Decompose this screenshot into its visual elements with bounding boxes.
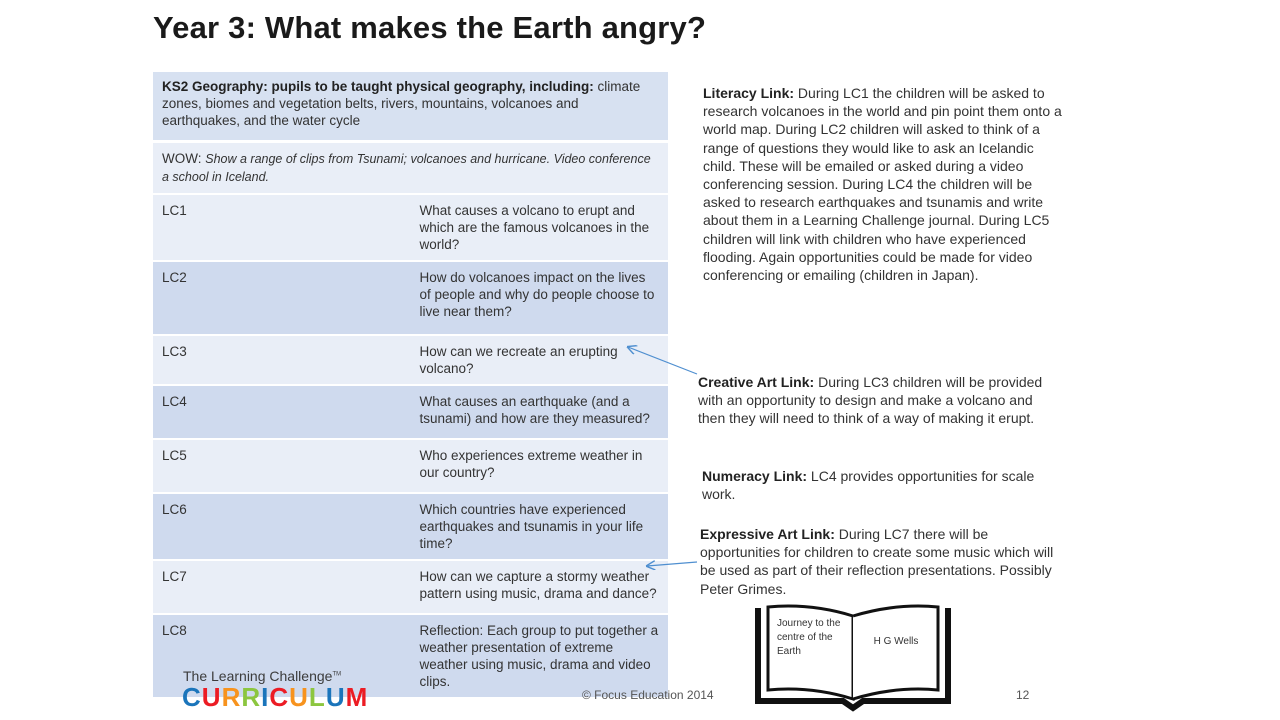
book-left-page-text: Journey to the centre of the Earth <box>777 618 841 657</box>
copyright-text: © Focus Education 2014 <box>582 688 714 702</box>
logo-letter: U <box>289 682 309 712</box>
lc-question: What causes a volcano to erupt and which are the famous volcanoes in the world? <box>411 194 669 261</box>
numeracy-link-text: LC4 provides opportunities for scale work. <box>702 468 1035 503</box>
lc-question: How do volcanoes impact on the lives of people and why do people choose to live near them? <box>411 261 669 335</box>
expressive-art-link-text: During LC7 there will be opportunities for children to create some music which will be used as part of their reflection presentations. Possibly Peter Grimes. <box>700 526 1054 597</box>
lc-code: LC1 <box>153 194 411 261</box>
curriculum-logo <box>182 682 368 712</box>
logo-letter: U <box>325 682 346 712</box>
numeracy-link-label: Numeracy Link: <box>702 468 808 484</box>
logo-letter: U <box>201 682 222 712</box>
logo-letter: C <box>269 682 290 712</box>
logo-letter: L <box>308 682 326 712</box>
lc-question: Which countries have experienced earthquakes and tsunamis in your life time? <box>411 493 669 560</box>
lc-question: How can we recreate an erupting volcano? <box>411 335 669 385</box>
logo-letter: R <box>221 682 242 712</box>
lc-question: What causes an earthquake (and a tsunami) and how are they measured? <box>411 385 669 439</box>
creative-arrow-line <box>628 347 697 374</box>
wow-label: WOW: <box>162 151 206 166</box>
creative-art-link-label: Creative Art Link: <box>698 374 815 390</box>
lc-code: LC3 <box>153 335 411 385</box>
logo-tm: TM <box>332 671 342 678</box>
literacy-link-label: Literacy Link: <box>703 85 795 101</box>
lc-question: Who experiences extreme weather in our country? <box>411 439 669 493</box>
logo-letter: M <box>345 682 369 712</box>
lc-question: Reflection: Each group to put together a weather presentation of extreme weather using music, drama and video clips. <box>411 614 669 698</box>
lc-code: LC7 <box>153 560 411 614</box>
creative-art-link-text: During LC3 children will be provided with an opportunity to design and make a volcano and then they will need to think of a way of making it erupt. <box>698 374 1043 427</box>
book-right-page-text: H G Wells <box>873 636 919 647</box>
expressive-arrow-line <box>647 562 697 566</box>
ks2-bold-text: KS2 Geography: pupils to be taught physical geography, including: <box>162 79 594 94</box>
lc-question: How can we capture a stormy weather pattern using music, drama and dance? <box>411 560 669 614</box>
literacy-link-text: During LC1 the children will be asked to research volcanoes in the world and pin point them onto a world map. During LC2 children will asked to think of a range of questions they would like to ask an Icelandic child. These will be emailed or asked during a video conferencing session. During LC4 the children will be asked to research earthquakes and tsunamis and write about them in a Learning Challenge journal. During LC5 children will link with children who have experienced flooding. Again opportunities could be made for video conferencing or emailing (children in Japan). <box>703 85 1062 284</box>
lc-code: LC5 <box>153 439 411 493</box>
page-title: Year 3: What makes the Earth angry? <box>153 10 707 45</box>
expressive-art-link-label: Expressive Art Link: <box>700 526 835 542</box>
wow-text: Show a range of clips from Tsunami; volcanoes and hurricane. Video conference a school in Iceland. <box>162 152 651 184</box>
ks2-body-text: climate zones, biomes and vegetation belts, rivers, mountains, volcanoes and earthquakes, and the water cycle <box>162 79 641 128</box>
logo-letter: C <box>182 682 202 712</box>
logo-letter: I <box>261 682 270 712</box>
logo-letter: R <box>241 682 262 712</box>
page-number: 12 <box>1016 688 1030 702</box>
logo-top-text: The Learning Challenge <box>183 668 333 684</box>
lc-code: LC2 <box>153 261 411 335</box>
lc-code: LC8 <box>153 614 411 698</box>
lc-code: LC6 <box>153 493 411 560</box>
lc-code: LC4 <box>153 385 411 439</box>
